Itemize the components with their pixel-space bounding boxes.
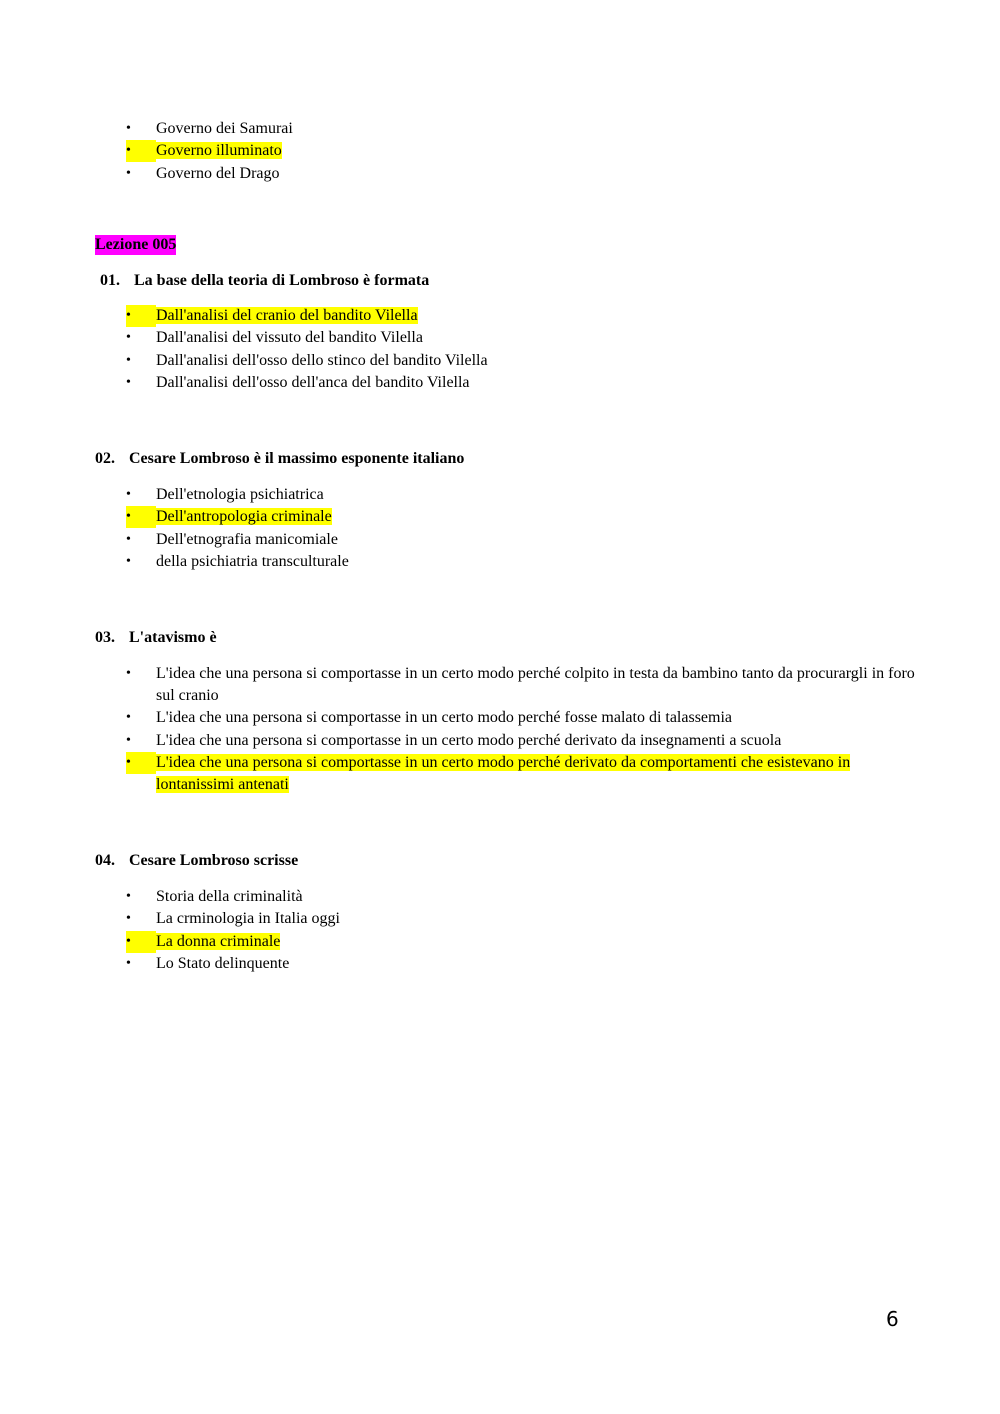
bullet-icon: • [126, 487, 131, 502]
question-text: Cesare Lombroso è il massimo esponente italiano [129, 450, 465, 467]
answer-item [126, 908, 916, 930]
bullet-icon: • [126, 956, 131, 972]
bullet-icon: • [126, 666, 131, 681]
answer-item [126, 118, 916, 140]
answer-text: Dell'etnologia psichiatrica [156, 486, 324, 503]
answer-list [126, 663, 916, 797]
bullet-icon: • [126, 531, 131, 547]
question-heading [95, 627, 217, 649]
answer-item [126, 529, 916, 551]
answer-item [126, 163, 916, 185]
bullet-icon: • [126, 911, 131, 927]
answer-text: Dall'analisi del cranio del bandito Vilella [156, 307, 418, 324]
question-number: 04. [95, 852, 115, 869]
answer-list-top [126, 118, 916, 185]
answer-item-correct [126, 752, 916, 796]
answer-item [126, 730, 916, 752]
answer-item [126, 663, 916, 707]
bullet-icon: • [126, 752, 156, 774]
answer-text: Storia della criminalità [156, 888, 303, 905]
answer-item [126, 551, 916, 573]
answer-item-correct [126, 931, 916, 953]
question-heading [95, 448, 464, 470]
answer-list [126, 484, 916, 574]
question-text: Cesare Lombroso scrisse [129, 852, 299, 869]
answer-item-correct [126, 506, 916, 528]
bullet-icon: • [126, 121, 131, 136]
question-heading [100, 270, 429, 292]
bullet-icon: • [126, 375, 131, 391]
answer-text: Governo del Drago [156, 164, 280, 182]
bullet-icon: • [126, 506, 156, 528]
answer-text: Dell'etnografia manicomiale [156, 530, 338, 548]
answer-text: L'idea che una persona si comportasse in un certo modo perché colpito in testa da bambino tanto da procurargli in foro sul cranio [156, 665, 915, 704]
page-number: 6 [886, 1307, 899, 1331]
answer-text: La donna criminale [156, 932, 281, 950]
bullet-icon: • [126, 330, 131, 346]
answer-text: Lo Stato delinquente [156, 955, 290, 973]
answer-text: La crminologia in Italia oggi [156, 910, 340, 928]
answer-text: Dall'analisi dell'osso dell'anca del bandito Vilella [156, 374, 470, 392]
bullet-icon: • [126, 140, 156, 162]
bullet-icon: • [126, 732, 131, 748]
answer-text: della psichiatria transculturale [156, 553, 349, 571]
answer-text: L'idea che una persona si comportasse in un certo modo perché derivato da insegnamenti a scuola [156, 731, 782, 749]
question-number: 02. [95, 450, 115, 467]
answer-item [126, 350, 916, 372]
answer-list [126, 305, 916, 395]
lesson-heading: Lezione 005 [95, 236, 177, 253]
answer-text: Governo illuminato [156, 142, 282, 160]
answer-item [126, 707, 916, 729]
answer-item [126, 953, 916, 975]
bullet-icon: • [126, 554, 131, 570]
answer-text: Governo dei Samurai [156, 120, 293, 137]
answer-text: L'idea che una persona si comportasse in un certo modo perché derivato da comportamenti che esistevano in lontanissimi antenati [156, 754, 851, 794]
answer-text: Dell'antropologia criminale [156, 508, 332, 526]
answer-list [126, 886, 916, 976]
answer-item-correct [126, 140, 916, 162]
question-text: La base della teoria di Lombroso è formata [134, 272, 430, 289]
answer-item [126, 484, 916, 506]
answer-item [126, 372, 916, 394]
answer-item [126, 886, 916, 908]
bullet-icon: • [126, 165, 131, 181]
question-text: L'atavismo è [129, 629, 217, 646]
bullet-icon: • [126, 931, 156, 953]
bullet-icon: • [126, 889, 131, 904]
answer-text: L'idea che una persona si comportasse in un certo modo perché fosse malato di talassemia [156, 709, 733, 727]
question-number: 01. [100, 272, 120, 289]
answer-text: Dall'analisi del vissuto del bandito Vilella [156, 329, 423, 347]
answer-text: Dall'analisi dell'osso dello stinco del bandito Vilella [156, 351, 488, 369]
answer-item-correct [126, 305, 916, 327]
bullet-icon: • [126, 305, 156, 327]
bullet-icon: • [126, 710, 131, 726]
answer-item [126, 327, 916, 349]
question-heading [95, 850, 298, 872]
question-number: 03. [95, 629, 115, 646]
bullet-icon: • [126, 352, 131, 368]
